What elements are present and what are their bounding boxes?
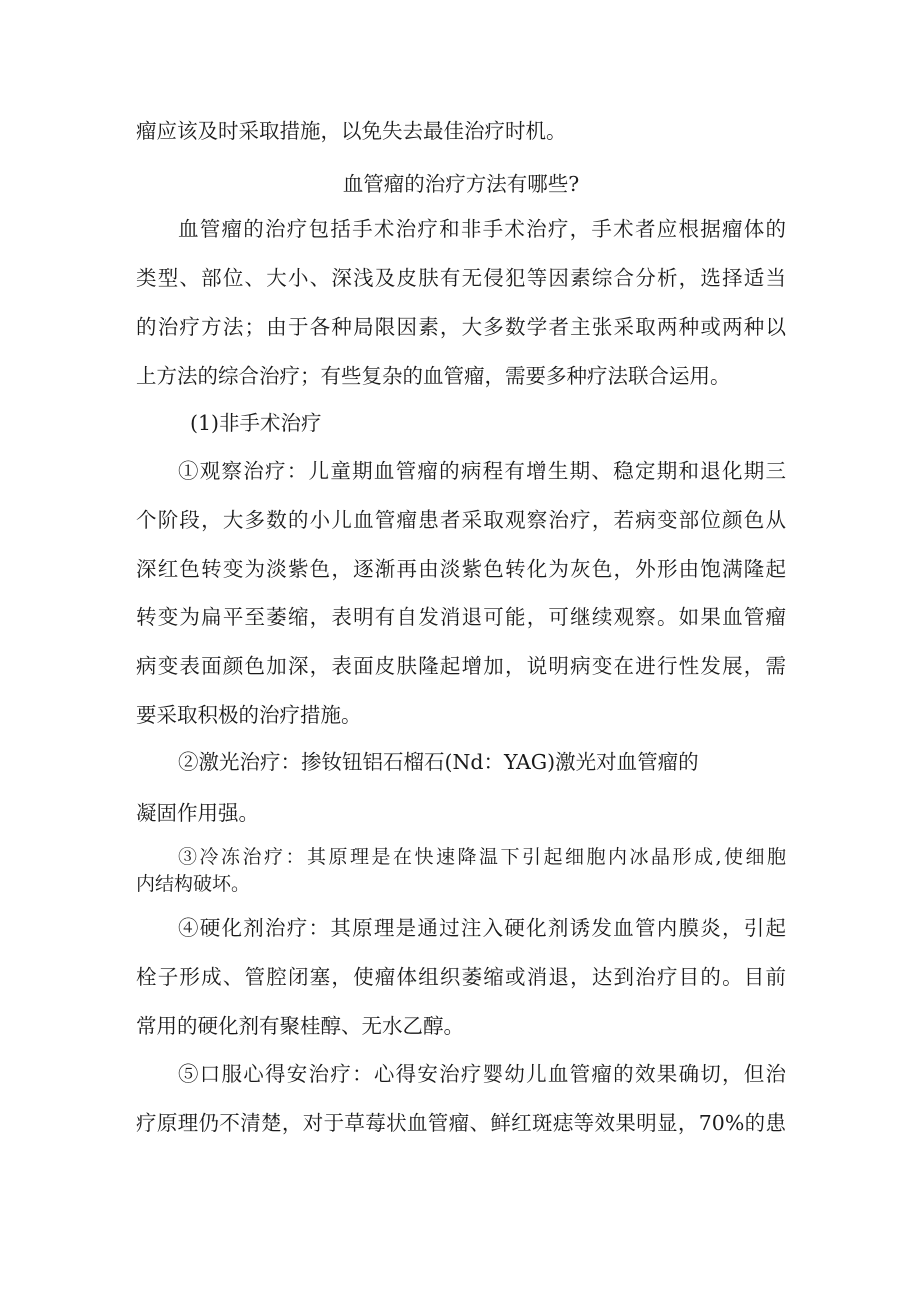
text-line: ①观察治疗：儿童期血管瘤的病程有增生期、稳定期和退化期三 bbox=[178, 459, 786, 483]
text-line: 类型、部位、大小、深浅及皮肤有无侵犯等因素综合分析，选择适当 bbox=[136, 266, 786, 290]
text-line: ②激光治疗：掺钕钮铝石榴石(Nd：YAG)激光对血管瘤的 bbox=[178, 750, 699, 774]
text-line: 病变表面颜色加深，表面皮肤隆起增加，说明病变在进行性发展，需 bbox=[136, 654, 786, 678]
subsection-heading: (1)非手术治疗 bbox=[190, 411, 322, 435]
text-line: ③冷冻治疗：其原理是在快速降温下引起细胞内冰晶形成,使细胞 bbox=[178, 846, 786, 868]
text-line: 要采取积极的治疗措施。 bbox=[136, 703, 362, 727]
text-line: 血管瘤的治疗包括手术治疗和非手术治疗，手术者应根据瘤体的 bbox=[178, 217, 786, 241]
text-line: 疗原理仍不清楚，对于草莓状血管瘤、鲜红斑痣等效果明显，70%的患 bbox=[136, 1111, 786, 1135]
text-line: 凝固作用强。 bbox=[136, 801, 259, 825]
text-line: 常用的硬化剂有聚桂醇、无水乙醇。 bbox=[136, 1014, 464, 1038]
text-line: 瘤应该及时采取措施，以免失去最佳治疗时机。 bbox=[136, 119, 567, 143]
text-line: 栓子形成、管腔闭塞，使瘤体组织萎缩或消退，达到治疗目的。目前 bbox=[136, 965, 786, 989]
text-line: 转变为扁平至萎缩，表明有自发消退可能，可继续观察。如果血管瘤 bbox=[136, 605, 786, 629]
section-heading: 血管瘤的治疗方法有哪些? bbox=[342, 172, 580, 196]
text-line: 深红色转变为淡紫色，逐渐再由淡紫色转化为灰色，外形由饱满隆起 bbox=[136, 557, 786, 581]
text-line: 内结构破坏。 bbox=[136, 873, 251, 895]
text-line: ④硬化剂治疗：其原理是通过注入硬化剂诱发血管内膜炎，引起 bbox=[178, 916, 786, 940]
text-line: 上方法的综合治疗；有些复杂的血管瘤，需要多种疗法联合运用。 bbox=[136, 364, 731, 388]
text-line: ⑤口服心得安治疗：心得安治疗婴幼儿血管瘤的效果确切，但治 bbox=[178, 1062, 786, 1086]
text-line: 个阶段，大多数的小儿血管瘤患者采取观察治疗，若病变部位颜色从 bbox=[136, 508, 786, 532]
text-line: 的治疗方法；由于各种局限因素，大多数学者主张采取两种或两种以 bbox=[136, 315, 786, 339]
